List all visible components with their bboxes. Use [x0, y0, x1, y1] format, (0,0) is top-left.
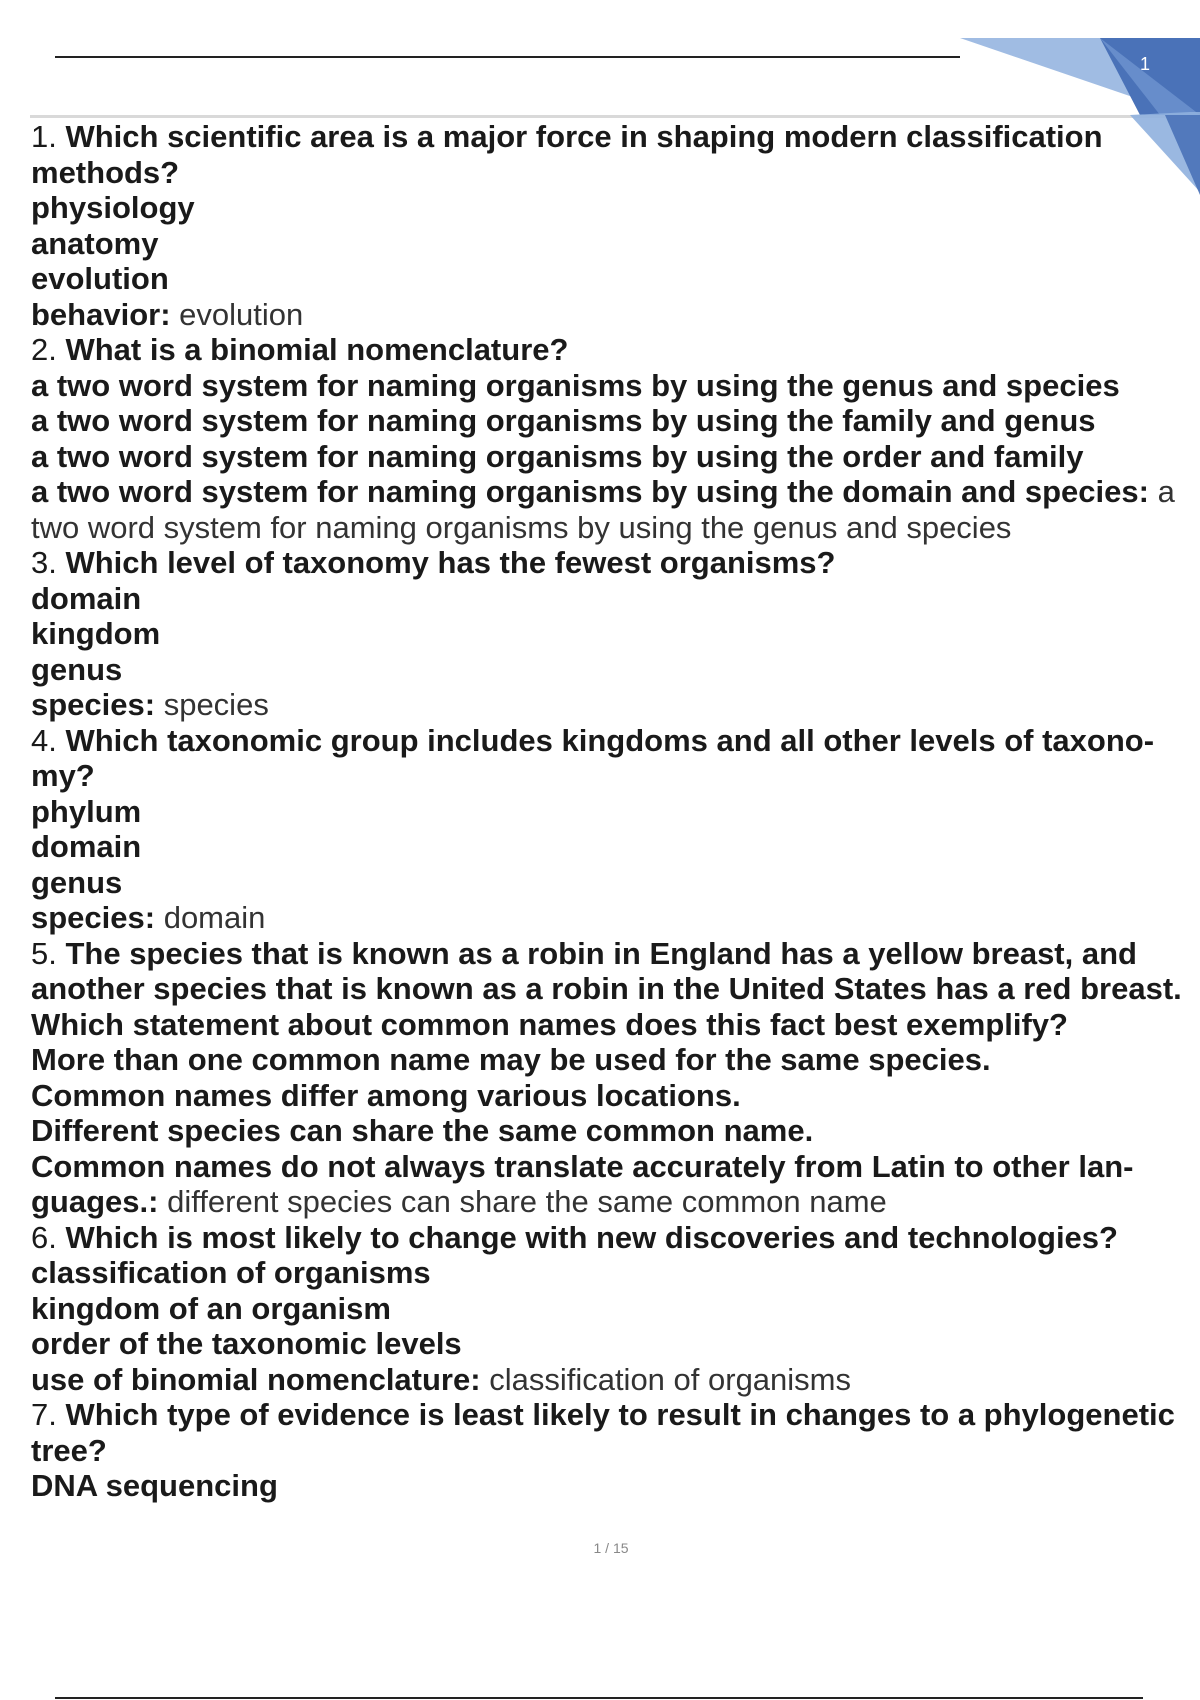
question-text: kingdom — [31, 616, 161, 651]
question-text: anatomy — [31, 225, 159, 261]
question-text: domain — [31, 580, 142, 616]
question-text: Which is most likely to change with new discoveries and technologies? — [65, 1219, 1118, 1255]
text-line — [31, 1362, 1196, 1398]
question-text: kingdom of an organism — [31, 1290, 391, 1326]
text-line — [31, 687, 1196, 723]
text-line — [31, 155, 1196, 191]
question-text: a two word system for naming organisms by using the order and family — [31, 438, 1084, 474]
question-number: 7. — [31, 1397, 66, 1432]
question-text: a two word system for naming organisms by using the domain and species: — [31, 474, 1158, 509]
question-text: More than one common name may be used for the same species. — [31, 1042, 991, 1077]
text-line — [31, 1468, 1196, 1504]
question-text: genus — [31, 651, 123, 687]
text-line — [31, 1184, 1196, 1220]
question-number: 1. — [31, 119, 66, 154]
answer-text: two word system for naming organisms by using the genus and species — [31, 509, 1012, 545]
text-line — [31, 1255, 1196, 1291]
question-number: 2. — [31, 332, 66, 367]
question-text: Which level of taxonomy has the fewest organisms? — [65, 545, 836, 580]
text-line — [31, 119, 1196, 155]
text-line — [31, 865, 1196, 901]
question-text: physiology — [31, 190, 195, 225]
question-number: 5. — [31, 935, 66, 971]
question-text: The species that is known as a robin in England has a yellow breast, and — [65, 935, 1137, 971]
question-text: Common names differ among various locations. — [31, 1077, 741, 1113]
answer-text: species — [163, 687, 269, 722]
question-text: Which taxonomic group includes kingdoms and all other levels of taxono- — [65, 722, 1155, 758]
text-line — [31, 900, 1196, 936]
question-text: classification of organisms — [31, 1255, 431, 1290]
text-line — [31, 616, 1196, 652]
answer-text: evolution — [179, 296, 304, 332]
text-line — [31, 261, 1196, 297]
question-text: tree? — [31, 1432, 107, 1468]
text-line — [31, 1078, 1196, 1114]
text-line — [31, 1433, 1196, 1469]
question-text: methods? — [31, 154, 180, 190]
question-text: What is a binomial nomenclature? — [65, 332, 569, 367]
text-line — [31, 1042, 1196, 1078]
page-number: 1 — [1139, 54, 1150, 74]
question-text: DNA sequencing — [31, 1468, 278, 1503]
text-line — [31, 1113, 1196, 1149]
question-text: Different species can share the same common name. — [31, 1113, 814, 1148]
text-line — [31, 368, 1196, 404]
text-line — [31, 1007, 1196, 1043]
text-line — [31, 403, 1196, 439]
question-text: Common names do not always translate accurately from Latin to other lan- — [31, 1148, 1134, 1184]
answer-text: domain — [163, 900, 266, 935]
question-text: my? — [31, 758, 95, 793]
text-line — [31, 226, 1196, 262]
question-text: guages.: — [31, 1184, 168, 1219]
text-line — [31, 758, 1196, 794]
text-line — [31, 1291, 1196, 1327]
text-line — [31, 1220, 1196, 1256]
text-line — [31, 829, 1196, 865]
text-line — [31, 723, 1196, 759]
text-line — [31, 1149, 1196, 1185]
question-text: phylum — [31, 793, 142, 829]
question-text: Which scientific area is a major force in shaping modern classification — [65, 119, 1103, 154]
page-indicator: 1 / 15 — [593, 1540, 629, 1556]
question-text: evolution — [31, 261, 169, 296]
text-line — [31, 510, 1196, 546]
text-line — [31, 1397, 1196, 1433]
text-line — [31, 1326, 1196, 1362]
text-line — [31, 297, 1196, 333]
question-text: domain — [31, 829, 142, 864]
question-number: 6. — [31, 1219, 66, 1255]
question-text: a two word system for naming organisms by using the genus and species — [31, 367, 1120, 403]
answer-text: different species can share the same common name — [167, 1184, 887, 1219]
question-text: use of binomial nomenclature: — [31, 1361, 490, 1397]
answer-text: a — [1157, 474, 1175, 509]
question-text: another species that is known as a robin in the United States has a red breast. — [31, 971, 1182, 1006]
answer-text: classification of organisms — [489, 1361, 852, 1397]
quiz-content — [31, 119, 1196, 1504]
question-text: behavior: — [31, 296, 180, 332]
question-text: Which statement about common names does this fact best exemplify? — [31, 1006, 1068, 1042]
question-number: 3. — [31, 545, 66, 580]
text-line — [31, 581, 1196, 617]
text-line — [31, 190, 1196, 226]
text-line — [31, 439, 1196, 475]
question-number: 4. — [31, 722, 66, 758]
text-line — [31, 936, 1196, 972]
question-text: genus — [31, 864, 123, 900]
question-text: species: — [31, 687, 164, 722]
text-line — [31, 971, 1196, 1007]
question-text: Which type of evidence is least likely to result in changes to a phylogenetic — [65, 1397, 1175, 1432]
text-line — [31, 474, 1196, 510]
text-line — [31, 545, 1196, 581]
footer-rule — [55, 1697, 1143, 1699]
question-text: species: — [31, 900, 164, 935]
text-line — [31, 332, 1196, 368]
text-line — [31, 652, 1196, 688]
text-line — [31, 794, 1196, 830]
question-text: order of the taxonomic levels — [31, 1326, 462, 1361]
question-text: a two word system for naming organisms by using the family and genus — [31, 403, 1096, 438]
header-rule — [55, 56, 960, 58]
